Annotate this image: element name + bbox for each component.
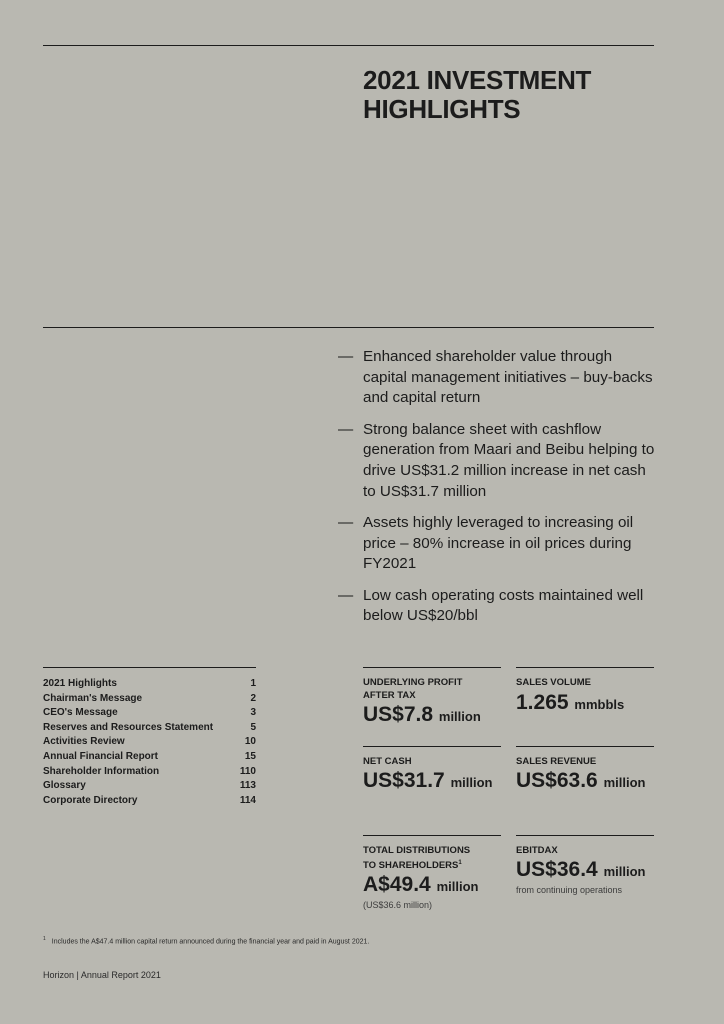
metric-rule bbox=[516, 835, 654, 836]
dash-icon: — bbox=[338, 513, 354, 531]
highlight-text: Enhanced shareholder value through capital management initiatives – buy-backs and capital return bbox=[363, 348, 653, 407]
toc-title: Glossary bbox=[43, 780, 86, 792]
toc-title: Corporate Directory bbox=[43, 794, 138, 806]
toc-page: 10 bbox=[244, 736, 256, 748]
metric-value: US$63.6 million bbox=[516, 769, 646, 792]
highlight-item bbox=[338, 513, 658, 575]
toc-page: 2 bbox=[250, 692, 256, 704]
toc-entry[interactable] bbox=[43, 794, 256, 809]
metric-value: US$31.7 million bbox=[363, 769, 493, 792]
metric-value: US$7.8 million bbox=[363, 703, 481, 726]
metric-note: from continuing operations bbox=[516, 885, 623, 895]
toc-entry[interactable] bbox=[43, 706, 256, 721]
metric-label: SALES VOLUME bbox=[516, 677, 591, 688]
toc-title: CEO's Message bbox=[43, 707, 118, 719]
toc-entry[interactable] bbox=[43, 735, 256, 750]
toc-entry[interactable] bbox=[43, 779, 256, 794]
metric-rule bbox=[363, 835, 501, 836]
metric-label: NET CASH bbox=[363, 756, 412, 767]
toc-title: Annual Financial Report bbox=[43, 750, 159, 762]
highlight-item bbox=[338, 586, 658, 627]
metric-label: EBITDAX bbox=[516, 845, 558, 856]
page-footer: Horizon | Annual Report 2021 bbox=[43, 970, 161, 980]
highlight-text: Low cash operating costs maintained well below US$20/bbl bbox=[363, 586, 644, 625]
toc-title: Shareholder Information bbox=[43, 765, 160, 777]
middle-rule bbox=[43, 327, 654, 328]
metric-value: A$49.4 million bbox=[363, 873, 479, 897]
toc-entry[interactable] bbox=[43, 765, 256, 780]
toc-entry[interactable] bbox=[43, 750, 256, 765]
toc-title: Reserves and Resources Statement bbox=[43, 721, 214, 733]
toc-page: 113 bbox=[239, 780, 256, 792]
toc-rule bbox=[43, 667, 256, 668]
metric-sales-revenue bbox=[516, 746, 654, 795]
toc-entry[interactable] bbox=[43, 721, 256, 736]
toc-page: 5 bbox=[250, 721, 256, 733]
toc-title: Chairman's Message bbox=[43, 692, 143, 704]
metric-label: TOTAL DISTRIBUTIONS TO SHAREHOLDERS$^1$ bbox=[363, 845, 471, 872]
metric-total-distributions bbox=[363, 835, 501, 911]
toc-page: 1 bbox=[250, 678, 256, 689]
highlight-text: Strong balance sheet with cashflow generation from Maari and Beibu helping to drive US$31.2 million increase in net cash to US$31.7 million bbox=[363, 420, 655, 500]
metric-label: SALES REVENUE bbox=[516, 756, 597, 767]
dash-icon: — bbox=[338, 586, 354, 604]
toc-page: 110 bbox=[239, 765, 256, 777]
metric-value: US$36.4 million bbox=[516, 858, 646, 881]
toc-page: 15 bbox=[244, 750, 256, 762]
table-of-contents bbox=[43, 677, 256, 808]
highlight-item bbox=[338, 347, 658, 409]
highlight-text: Assets highly leveraged to increasing oil price – 80% increase in oil prices during FY2021 bbox=[363, 513, 634, 573]
highlights-list bbox=[338, 347, 658, 637]
title-line-1: 2021 INVESTMENT bbox=[363, 65, 592, 95]
metric-net-cash bbox=[363, 746, 501, 795]
footnote-text: Includes the A$47.4 million capital return announced during the financial year and paid in August 2021. bbox=[51, 938, 370, 946]
metric-ebitdax bbox=[516, 835, 654, 896]
metric-rule bbox=[516, 667, 654, 668]
toc-entry[interactable] bbox=[43, 692, 256, 707]
footnote-marker: 1 bbox=[43, 936, 46, 942]
metric-label: UNDERLYING PROFIT AFTER TAX bbox=[363, 677, 463, 701]
top-rule bbox=[43, 45, 654, 46]
metric-rule bbox=[363, 667, 501, 668]
metric-sales-volume bbox=[516, 667, 654, 717]
footnote-marker: 1 bbox=[458, 860, 462, 866]
title-line-2: HIGHLIGHTS bbox=[363, 94, 521, 124]
metric-rule bbox=[516, 746, 654, 747]
toc-page: 114 bbox=[239, 794, 256, 806]
metric-rule bbox=[363, 746, 501, 747]
metric-value: 1.265 mmbbls bbox=[516, 691, 625, 714]
highlight-item bbox=[338, 420, 658, 503]
toc-title: 2021 Highlights bbox=[43, 678, 117, 689]
footnote bbox=[43, 936, 369, 945]
dash-icon: — bbox=[338, 420, 354, 438]
dash-icon: — bbox=[338, 348, 354, 365]
toc-page: 3 bbox=[250, 707, 256, 719]
toc-title: Activities Review bbox=[43, 736, 125, 748]
metric-underlying-profit bbox=[363, 667, 501, 729]
page-title bbox=[363, 66, 591, 124]
metric-note: (US$36.6 million) bbox=[363, 900, 433, 911]
toc-entry[interactable] bbox=[43, 677, 256, 692]
